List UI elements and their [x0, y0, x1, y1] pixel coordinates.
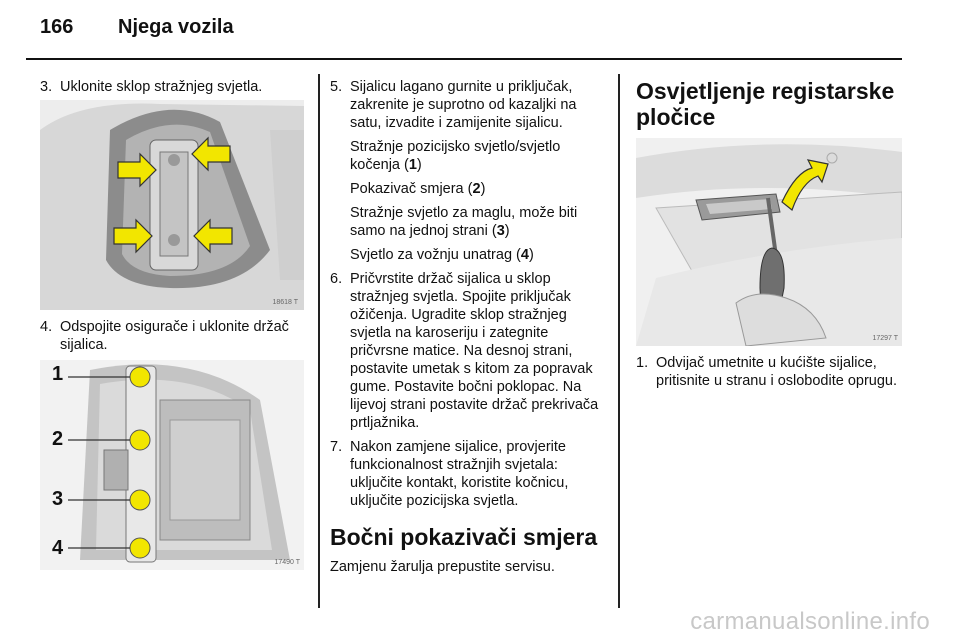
- step-text: Sijalicu lagano gurnite u priključak, zakrenite je suprotno od kazaljki na satu, izvadite i zamijenite sijalicu.: [350, 79, 577, 131]
- chapter-title: Njega vozila: [118, 16, 234, 38]
- step-7: [330, 438, 608, 510]
- lamp-suffix: ): [480, 181, 486, 197]
- lamp-number: 1: [408, 157, 417, 173]
- lamp-number: 3: [496, 223, 505, 239]
- tail-lamp-removal-figure: [40, 100, 304, 310]
- step-1: [636, 354, 904, 390]
- callout-4: 4: [52, 537, 64, 559]
- column-divider: [618, 74, 620, 608]
- step-4: [40, 318, 310, 354]
- lamp-label: Pokazivač smjera (: [350, 181, 473, 197]
- step-number: 7.: [330, 439, 343, 455]
- lamp-suffix: ): [416, 157, 422, 173]
- page-number: 166: [40, 16, 74, 38]
- step-number: 6.: [330, 271, 343, 287]
- section-heading: Osvjetljenje registarske pločice: [636, 78, 895, 130]
- step-text: Nakon zamjene sijalice, provjerite funkcionalnost stražnjih svjetala: uključite kontakt, koristite kočnicu, uključite pozicijska svjetla.: [350, 439, 569, 509]
- license-plate-light-illustration: [636, 138, 902, 346]
- lamp-suffix: ): [504, 223, 510, 239]
- lamp-label: Svjetlo za vožnju unatrag (: [350, 247, 521, 263]
- step-number: 1.: [636, 355, 649, 371]
- column-2: [330, 78, 608, 576]
- column-divider: [318, 74, 320, 608]
- lamp-label: Stražnje pozicijsko svjetlo/svjetlo kočenja (: [350, 139, 561, 173]
- lamp-item: [350, 180, 608, 198]
- callout-1: 1: [52, 363, 64, 385]
- column-1-step-4: [40, 318, 310, 360]
- lamp-number: 4: [520, 247, 529, 263]
- column-3-step-1: [636, 354, 904, 396]
- section-heading: Bočni pokazivači smjera: [330, 524, 598, 550]
- bulb-holder-illustration: [40, 360, 304, 570]
- license-plate-light-figure: [636, 138, 902, 346]
- lamp-item: [350, 138, 608, 174]
- lamp-item: [350, 204, 608, 240]
- header-rule: [26, 58, 902, 60]
- column-3: [636, 78, 904, 130]
- step-text: Pričvrstite držač sijalica u sklop stražnjeg svjetla. Spojite priključak ožičenja. Ugradite sklop stražnjeg svjetla na karoseriju i zategnite pričvrsne matice. Na desnoj strani, postavite umetak s kitom za popravak gume. Postavite bočni poklopac. Na lijevoj strani postavite držač prekrivača prtljažnika.: [350, 271, 599, 431]
- step-number: 4.: [40, 319, 53, 335]
- step-number: 5.: [330, 79, 343, 95]
- lamp-label: Stražnje svjetlo za maglu, može biti samo na jednoj strani (: [350, 205, 578, 239]
- step-5: [330, 78, 608, 132]
- step-text: Odvijač umetnite u kućište sijalice, pritisnite u stranu i oslobodite oprugu.: [656, 355, 898, 389]
- figure-code: 18618 T: [272, 299, 298, 306]
- tail-lamp-illustration: [40, 100, 304, 310]
- step-text: Uklonite sklop stražnjeg svjetla.: [60, 79, 263, 95]
- step-3: [40, 78, 310, 96]
- figure-code: 17297 T: [872, 335, 898, 342]
- step-6: [330, 270, 608, 432]
- step-number: 3.: [40, 79, 53, 95]
- watermark: carmanualsonline.info: [690, 608, 930, 635]
- step-text: Odspojite osigurače i uklonite držač sijalica.: [60, 319, 289, 353]
- callout-2: 2: [52, 428, 64, 450]
- page-header: [40, 16, 234, 50]
- lamp-item: [350, 246, 608, 264]
- callout-3: 3: [52, 488, 64, 510]
- bulb-holder-figure: [40, 360, 304, 570]
- lamp-suffix: ): [528, 247, 534, 263]
- lamp-number: 2: [472, 181, 481, 197]
- figure-code: 17490 T: [274, 559, 300, 566]
- column-1: [40, 78, 310, 102]
- section-text: Zamjenu žarulja prepustite servisu.: [330, 559, 555, 575]
